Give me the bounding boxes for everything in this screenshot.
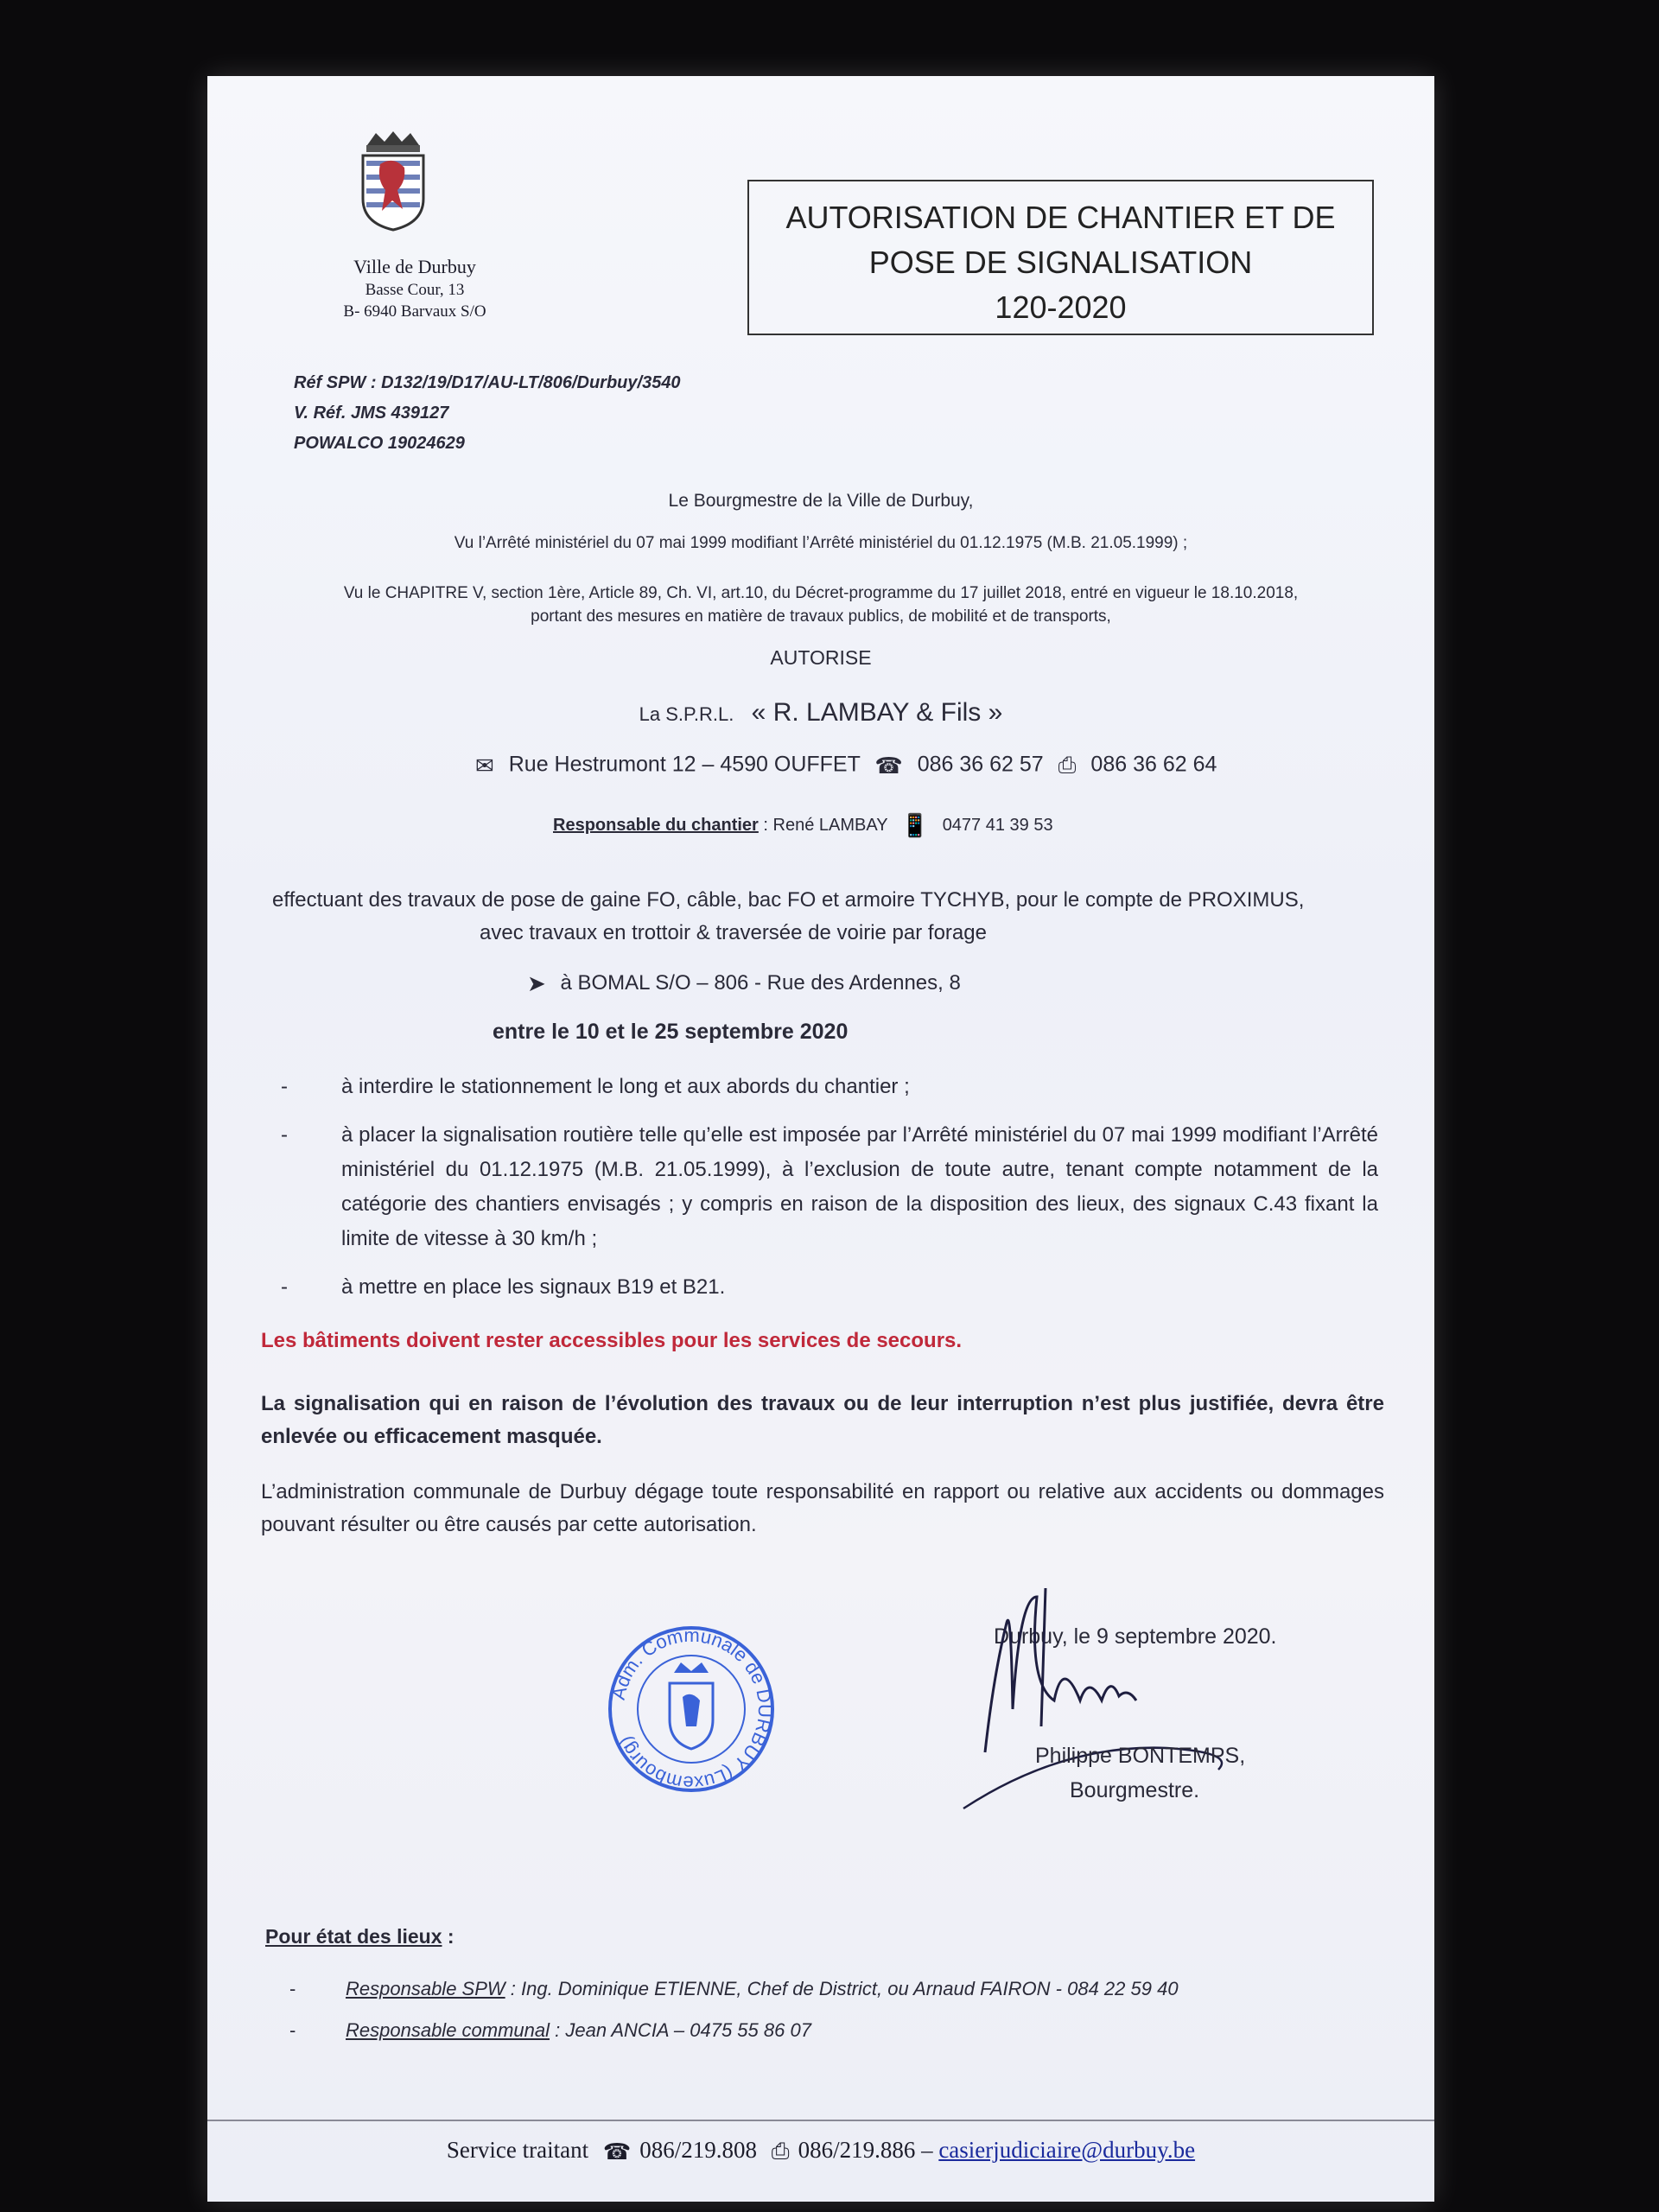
mayor-line: Le Bourgmestre de la Ville de Durbuy, xyxy=(668,491,974,511)
ref-powalco: POWALCO 19024629 xyxy=(294,434,465,453)
ref-vref: V. Réf. JMS 439127 xyxy=(294,404,449,423)
company-address: Rue Hestrumont 12 – 4590 OUFFET xyxy=(508,752,861,777)
legal-basis-2b: portant des mesures en matière de travaux publics, de mobilité et de transports, xyxy=(531,607,1111,626)
company-phone: 086 36 62 57 xyxy=(917,752,1044,777)
legal-basis-2a: Vu le CHAPITRE V, section 1ère, Article 89, Ch. VI, art.10, du Décret-programme du 17 juillet 2018, entré en vigueur le 18.10.2018, xyxy=(343,584,1299,602)
contact-value: : Ing. Dominique ETIENNE, Chef de District, ou Arnaud FAIRON - 084 22 59 40 xyxy=(505,1978,1179,1999)
fax-icon: ⎙ xyxy=(1058,752,1077,778)
site-manager-mobile: 0477 41 39 53 xyxy=(942,815,1053,835)
town-city: B- 6940 Barvaux S/O xyxy=(343,302,486,321)
stamp-text: Adm. Communale de DURBUY (Luxembourg) xyxy=(607,1624,777,1795)
mobile-phone-icon: 📱 xyxy=(900,812,930,838)
municipal-stamp xyxy=(605,1623,778,1796)
works-location xyxy=(518,970,961,997)
company-contact-line xyxy=(467,752,1217,779)
signer-name: Philippe BONTEMPS, xyxy=(1035,1744,1246,1768)
works-description xyxy=(272,884,1413,950)
works-line-1: effectuant des travaux de pose de gaine FO, câble, bac FO et armoire TYCHYB, pour le compte de PROXIMUS, xyxy=(272,888,1305,912)
document-title-box xyxy=(747,180,1374,335)
authorise-heading: AUTORISE xyxy=(770,646,872,669)
telephone-icon: ☎ xyxy=(602,2139,632,2164)
works-line-2: avec travaux en trottoir & traversée de voirie par forage xyxy=(480,921,987,944)
site-survey-contacts xyxy=(259,1968,1382,2051)
footer-divider xyxy=(207,2120,1434,2121)
reference-block xyxy=(294,368,681,459)
legal-basis-2 xyxy=(207,582,1434,628)
contact-label: Responsable communal xyxy=(346,2019,550,2041)
contact-item xyxy=(259,2010,1382,2051)
contact-label: Responsable SPW xyxy=(346,1978,505,1999)
contact-value: : Jean ANCIA – 0475 55 86 07 xyxy=(550,2019,811,2041)
title-line-2: POSE DE SIGNALISATION xyxy=(868,245,1253,280)
conditions-list xyxy=(255,1070,1378,1319)
durbuy-crest-icon xyxy=(354,130,432,233)
site-survey-label: Pour état des lieux xyxy=(265,1925,442,1948)
contact-item xyxy=(259,1968,1382,2010)
site-survey-heading xyxy=(265,1925,454,1948)
site-manager-line xyxy=(553,812,1053,839)
site-manager-label: Responsable du chantier xyxy=(553,815,759,835)
condition-item: - à interdire le stationnement le long et aux abords du chantier ; xyxy=(255,1070,1378,1104)
signer-title: Bourgmestre. xyxy=(1070,1778,1200,1802)
service-phone: 086/219.808 xyxy=(639,2137,757,2163)
condition-item: - à placer la signalisation routière telle qu’elle est imposée par l’Arrêté ministériel du 07 mai 1999 modifiant l’Arrêté ministériel du 01.12.1975 (M.B. 21.05.1999), à l’exclusion de toute autre, tenant compte notamment de la catégorie des chantiers envisagés ; y compris en raison de la disposition des lieux, des signaux C.43 fixant la limite de vitesse à 30 km/h ; xyxy=(255,1118,1378,1256)
fax-icon: ⎙ xyxy=(771,2139,790,2164)
envelope-icon: ✉ xyxy=(475,752,494,779)
liability-disclaimer: L’administration communale de Durbuy dégage toute responsabilité en rapport ou relative aux accidents ou dommages pouvant résulter ou être causés par cette autorisation. xyxy=(261,1480,1384,1536)
condition-item: - à mettre en place les signaux B19 et B21. xyxy=(255,1270,1378,1305)
town-name: Ville de Durbuy xyxy=(353,256,476,277)
place-date: Durbuy, le 9 septembre 2020. xyxy=(994,1624,1277,1649)
title-line-3: 120-2020 xyxy=(995,289,1127,325)
document-page xyxy=(207,76,1434,2202)
site-manager-name: : René LAMBAY xyxy=(763,815,888,835)
company-fax: 086 36 62 64 xyxy=(1090,752,1217,777)
legal-basis-1: Vu l’Arrêté ministériel du 07 mai 1999 modifiant l’Arrêté ministériel du 01.12.1975 (M.B. 21.05.1999) ; xyxy=(454,534,1188,552)
company-prefix: La S.P.R.L. xyxy=(639,703,734,725)
company-name: « R. LAMBAY & Fils » xyxy=(751,698,1003,727)
town-address-block xyxy=(276,256,553,321)
service-contact-line xyxy=(207,2137,1434,2165)
arrowhead-bullet-icon: ➤ xyxy=(527,970,546,996)
service-label: Service traitant xyxy=(446,2137,589,2163)
emergency-access-notice: Les bâtiments doivent rester accessibles pour les services de secours. xyxy=(261,1329,963,1352)
location-text: à BOMAL S/O – 806 - Rue des Ardennes, 8 xyxy=(560,970,961,995)
site-survey-colon: : xyxy=(442,1925,454,1948)
service-fax: 086/219.886 – xyxy=(798,2137,933,2163)
telephone-icon: ☎ xyxy=(874,752,903,779)
company-line xyxy=(207,698,1434,728)
title-line-1: AUTORISATION DE CHANTIER ET DE xyxy=(785,200,1336,235)
town-street: Basse Cour, 13 xyxy=(365,281,465,299)
ref-spw: Réf SPW : D132/19/D17/AU-LT/806/Durbuy/3540 xyxy=(294,373,681,392)
works-period: entre le 10 et le 25 septembre 2020 xyxy=(493,1020,849,1044)
signage-removal-notice: La signalisation qui en raison de l’évolution des travaux ou de leur interruption n’est plus justifiée, devra être enlevée ou efficacement masquée. xyxy=(261,1392,1384,1448)
service-email-link[interactable]: casierjudiciaire@durbuy.be xyxy=(938,2137,1196,2163)
